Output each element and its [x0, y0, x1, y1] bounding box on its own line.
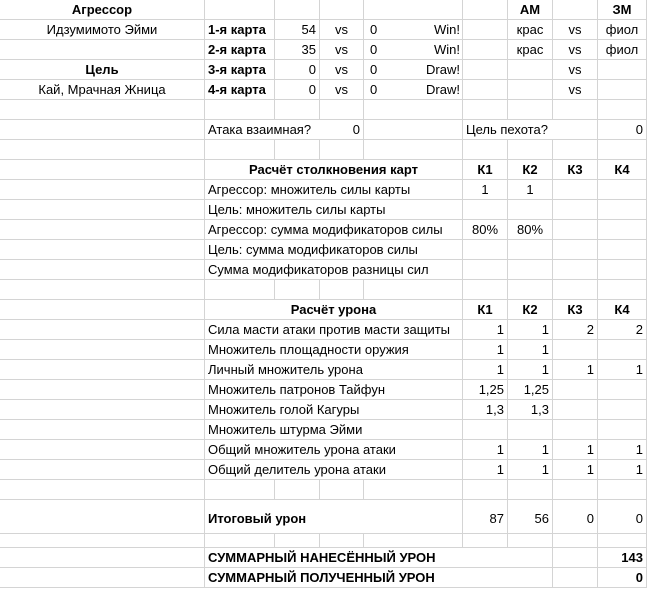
collision-value-cell[interactable] — [553, 180, 598, 200]
cell[interactable] — [0, 140, 205, 160]
map-right-score-cell[interactable]: 0 — [364, 60, 463, 80]
map-vs2-cell[interactable]: vs — [553, 20, 598, 40]
damage-value-cell[interactable]: 2 — [598, 320, 647, 340]
cell[interactable] — [0, 120, 205, 140]
collision-value-cell[interactable]: 80% — [463, 220, 508, 240]
damage-value-cell[interactable]: 1 — [553, 440, 598, 460]
map-left-score-cell[interactable]: 54 — [275, 20, 320, 40]
collision-col-header[interactable]: К2 — [508, 160, 553, 180]
collision-row-label[interactable]: Цель: множитель силы карты — [205, 200, 463, 220]
cell[interactable] — [463, 100, 508, 120]
zm-header-cell[interactable]: ЗМ — [598, 0, 647, 20]
cell[interactable] — [463, 80, 508, 100]
damage-row-label[interactable]: Множитель голой Кагуры — [205, 400, 463, 420]
damage-value-cell[interactable] — [463, 420, 508, 440]
cell[interactable] — [320, 534, 364, 548]
collision-value-cell[interactable]: 1 — [463, 180, 508, 200]
sheet-row — [0, 534, 647, 548]
sheet-row — [0, 60, 647, 80]
damage-col-header[interactable]: К2 — [508, 300, 553, 320]
cell[interactable] — [0, 360, 205, 380]
damage-value-cell[interactable] — [598, 380, 647, 400]
collision-title-cell[interactable]: Расчёт столкновения карт — [205, 160, 463, 180]
cell[interactable] — [463, 480, 508, 500]
cell[interactable] — [463, 140, 508, 160]
cell[interactable] — [205, 0, 275, 20]
damage-row — [0, 360, 647, 380]
damage-value-cell[interactable]: 2 — [553, 320, 598, 340]
cell[interactable] — [0, 480, 205, 500]
sheet-row — [0, 40, 647, 60]
cell[interactable] — [320, 140, 364, 160]
sheet-row — [0, 0, 647, 20]
collision-value-cell[interactable]: 1 — [508, 180, 553, 200]
cell[interactable] — [205, 280, 275, 300]
cell[interactable] — [0, 420, 205, 440]
damage-value-cell[interactable]: 1 — [463, 460, 508, 480]
cell[interactable] — [0, 568, 205, 588]
damage-value-cell[interactable]: 1 — [598, 460, 647, 480]
damage-row — [0, 440, 647, 460]
damage-value-cell[interactable]: 1 — [463, 340, 508, 360]
cell[interactable] — [463, 534, 508, 548]
total-damage-value[interactable]: 87 — [463, 500, 508, 534]
map-am-cell[interactable] — [508, 60, 553, 80]
damage-value-cell[interactable]: 1 — [598, 440, 647, 460]
map-label-cell[interactable]: 3-я карта — [205, 60, 275, 80]
map-vs-cell[interactable]: vs — [320, 40, 364, 60]
cell[interactable] — [0, 40, 205, 60]
damage-value-cell[interactable] — [553, 340, 598, 360]
map-left-score-cell[interactable]: 0 — [275, 80, 320, 100]
cell[interactable] — [553, 120, 598, 140]
mutual-attack-value-cell[interactable]: 0 — [320, 120, 364, 140]
cell[interactable] — [0, 300, 205, 320]
damage-value-cell[interactable]: 1 — [508, 320, 553, 340]
total-damage-label[interactable]: Итоговый урон — [205, 500, 463, 534]
cell[interactable] — [0, 220, 205, 240]
cell[interactable] — [275, 100, 320, 120]
cell[interactable] — [553, 140, 598, 160]
collision-value-cell[interactable]: 80% — [508, 220, 553, 240]
sheet-row — [0, 480, 647, 500]
collision-value-cell[interactable] — [553, 220, 598, 240]
damage-value-cell[interactable]: 1 — [508, 440, 553, 460]
map-right-score-cell[interactable]: 0 — [364, 80, 463, 100]
map-right-score-cell[interactable]: 0 — [364, 20, 463, 40]
cell[interactable] — [598, 480, 647, 500]
cell[interactable] — [364, 534, 463, 548]
damage-value-cell[interactable] — [598, 400, 647, 420]
aggressor-name-cell[interactable]: Идзумимото Эйми — [0, 20, 205, 40]
map-zm-cell[interactable]: фиол — [598, 20, 647, 40]
damage-value-cell[interactable]: 1 — [463, 320, 508, 340]
damage-value-cell[interactable] — [553, 380, 598, 400]
sheet-row — [0, 300, 647, 320]
cell[interactable] — [598, 280, 647, 300]
collision-col-header[interactable]: К1 — [463, 160, 508, 180]
cell[interactable] — [0, 180, 205, 200]
cell[interactable] — [553, 480, 598, 500]
cell[interactable] — [463, 20, 508, 40]
collision-col-header[interactable]: К4 — [598, 160, 647, 180]
damage-row-label[interactable]: Общий делитель урона атаки — [205, 460, 463, 480]
map-zm-cell[interactable]: фиол — [598, 40, 647, 60]
collision-row — [0, 240, 647, 260]
collision-value-cell[interactable] — [598, 260, 647, 280]
damage-row — [0, 340, 647, 360]
damage-row — [0, 320, 647, 340]
map-vs2-cell[interactable]: vs — [553, 80, 598, 100]
map-zm-cell[interactable] — [598, 80, 647, 100]
damage-value-cell[interactable]: 1 — [508, 360, 553, 380]
cell[interactable] — [0, 100, 205, 120]
collision-value-cell[interactable] — [598, 240, 647, 260]
summary-received-row — [0, 568, 647, 588]
collision-row-label[interactable]: Агрессор: множитель силы карты — [205, 180, 463, 200]
damage-row-label[interactable]: Личный множитель урона — [205, 360, 463, 380]
cell[interactable] — [0, 200, 205, 220]
cell[interactable] — [205, 534, 275, 548]
cell[interactable] — [0, 500, 205, 534]
damage-value-cell[interactable]: 1,25 — [463, 380, 508, 400]
total-damage-value[interactable]: 0 — [553, 500, 598, 534]
map-label-cell[interactable]: 4-я карта — [205, 80, 275, 100]
cell[interactable] — [205, 100, 275, 120]
damage-value-cell[interactable] — [598, 340, 647, 360]
damage-title-cell[interactable]: Расчёт урона — [205, 300, 463, 320]
sheet-row — [0, 280, 647, 300]
map-vs2-cell[interactable]: vs — [553, 40, 598, 60]
cell[interactable] — [0, 548, 205, 568]
target-header-cell[interactable]: Цель — [0, 60, 205, 80]
damage-value-cell[interactable]: 1 — [463, 440, 508, 460]
cell[interactable] — [463, 280, 508, 300]
target-name-cell[interactable]: Кай, Мрачная Жница — [0, 80, 205, 100]
summary-dealt-value[interactable]: 143 — [598, 548, 647, 568]
cell[interactable] — [364, 0, 463, 20]
sheet-row — [0, 120, 647, 140]
map-vs-cell[interactable]: vs — [320, 60, 364, 80]
cell[interactable] — [0, 460, 205, 480]
damage-value-cell[interactable]: 1,3 — [508, 400, 553, 420]
cell[interactable] — [0, 534, 205, 548]
cell[interactable] — [508, 280, 553, 300]
map-result-cell[interactable]: Win! — [434, 22, 460, 37]
map-zm-cell[interactable] — [598, 60, 647, 80]
cell[interactable] — [598, 534, 647, 548]
cell[interactable] — [0, 340, 205, 360]
cell[interactable] — [320, 0, 364, 20]
collision-value-cell[interactable] — [508, 260, 553, 280]
collision-value-cell[interactable] — [553, 200, 598, 220]
collision-value-cell[interactable] — [463, 200, 508, 220]
cell[interactable] — [463, 0, 508, 20]
sheet-row — [0, 160, 647, 180]
cell[interactable] — [553, 100, 598, 120]
target-infantry-value-cell[interactable]: 0 — [598, 120, 647, 140]
collision-row — [0, 200, 647, 220]
damage-value-cell[interactable]: 1 — [463, 360, 508, 380]
target-infantry-label-cell[interactable]: Цель пехота? — [463, 120, 553, 140]
cell[interactable] — [275, 534, 320, 548]
damage-value-cell[interactable] — [553, 420, 598, 440]
map-label-cell[interactable]: 2-я карта — [205, 40, 275, 60]
total-damage-value[interactable]: 0 — [598, 500, 647, 534]
damage-value-cell[interactable]: 1,3 — [463, 400, 508, 420]
damage-row-label[interactable]: Множитель патронов Тайфун — [205, 380, 463, 400]
total-damage-value[interactable]: 56 — [508, 500, 553, 534]
damage-row — [0, 460, 647, 480]
collision-value-cell[interactable] — [598, 180, 647, 200]
collision-row — [0, 220, 647, 240]
cell[interactable] — [553, 548, 598, 568]
sheet-row — [0, 140, 647, 160]
cell[interactable] — [0, 400, 205, 420]
collision-value-cell[interactable] — [553, 260, 598, 280]
collision-row-label[interactable]: Сумма модификаторов разницы сил — [205, 260, 463, 280]
cell[interactable] — [463, 60, 508, 80]
cell[interactable] — [205, 480, 275, 500]
collision-value-cell[interactable] — [598, 220, 647, 240]
summary-received-value[interactable]: 0 — [598, 568, 647, 588]
cell[interactable] — [364, 120, 463, 140]
collision-row-label[interactable]: Агрессор: сумма модификаторов силы — [205, 220, 463, 240]
collision-value-cell[interactable] — [598, 200, 647, 220]
damage-value-cell[interactable]: 1 — [553, 460, 598, 480]
summary-received-label[interactable]: СУММАРНЫЙ ПОЛУЧЕННЫЙ УРОН — [205, 568, 553, 588]
collision-value-cell[interactable] — [508, 200, 553, 220]
collision-value-cell[interactable] — [553, 240, 598, 260]
map-left-score-cell[interactable]: 35 — [275, 40, 320, 60]
cell[interactable] — [553, 534, 598, 548]
map-vs2-cell[interactable]: vs — [553, 60, 598, 80]
cell[interactable] — [320, 280, 364, 300]
sheet-row — [0, 80, 647, 100]
collision-value-cell[interactable] — [463, 240, 508, 260]
cell[interactable] — [553, 280, 598, 300]
damage-row — [0, 380, 647, 400]
cell[interactable] — [598, 140, 647, 160]
collision-row — [0, 180, 647, 200]
damage-value-cell[interactable]: 1 — [598, 360, 647, 380]
damage-row-label[interactable]: Сила масти атаки против масти защиты — [205, 320, 463, 340]
map-label-cell[interactable]: 1-я карта — [205, 20, 275, 40]
map-result-cell[interactable]: Win! — [434, 42, 460, 57]
cell[interactable] — [0, 280, 205, 300]
damage-value-cell[interactable]: 1 — [553, 360, 598, 380]
total-damage-row — [0, 500, 647, 534]
cell[interactable] — [0, 380, 205, 400]
aggressor-header-cell[interactable]: Агрессор — [0, 0, 205, 20]
cell[interactable] — [598, 100, 647, 120]
damage-col-header[interactable]: К3 — [553, 300, 598, 320]
collision-value-cell[interactable] — [508, 240, 553, 260]
cell[interactable] — [508, 534, 553, 548]
map-result-cell[interactable]: Draw! — [426, 82, 460, 97]
map-vs-cell[interactable]: vs — [320, 20, 364, 40]
cell[interactable] — [553, 568, 598, 588]
damage-value-cell[interactable] — [598, 420, 647, 440]
collision-col-header[interactable]: К3 — [553, 160, 598, 180]
cell[interactable] — [0, 320, 205, 340]
damage-value-cell[interactable]: 1,25 — [508, 380, 553, 400]
collision-row-label[interactable]: Цель: сумма модификаторов силы — [205, 240, 463, 260]
cell[interactable] — [364, 100, 463, 120]
cell[interactable] — [275, 280, 320, 300]
cell[interactable] — [364, 480, 463, 500]
damage-row-label[interactable]: Множитель площадности оружия — [205, 340, 463, 360]
damage-col-header[interactable]: К1 — [463, 300, 508, 320]
sheet-row — [0, 100, 647, 120]
map-right-score-cell[interactable]: 0 — [364, 40, 463, 60]
damage-col-header[interactable]: К4 — [598, 300, 647, 320]
cell[interactable] — [275, 140, 320, 160]
map-am-cell[interactable]: крас — [508, 40, 553, 60]
cell[interactable] — [508, 140, 553, 160]
map-vs-cell[interactable]: vs — [320, 80, 364, 100]
summary-dealt-row — [0, 548, 647, 568]
map-result-cell[interactable]: Draw! — [426, 62, 460, 77]
cell[interactable] — [553, 0, 598, 20]
cell[interactable] — [0, 260, 205, 280]
cell[interactable] — [0, 160, 205, 180]
sheet-row — [0, 20, 647, 40]
damage-value-cell[interactable] — [553, 400, 598, 420]
map-am-cell[interactable] — [508, 80, 553, 100]
damage-value-cell[interactable]: 1 — [508, 340, 553, 360]
collision-value-cell[interactable] — [463, 260, 508, 280]
damage-value-cell[interactable]: 1 — [508, 460, 553, 480]
cell[interactable] — [275, 0, 320, 20]
map-left-score-cell[interactable]: 0 — [275, 60, 320, 80]
cell[interactable] — [275, 480, 320, 500]
cell[interactable] — [320, 100, 364, 120]
cell[interactable] — [205, 140, 275, 160]
cell[interactable] — [0, 240, 205, 260]
am-header-cell[interactable]: АМ — [508, 0, 553, 20]
cell[interactable] — [364, 140, 463, 160]
cell[interactable] — [508, 100, 553, 120]
cell[interactable] — [320, 480, 364, 500]
map-am-cell[interactable]: крас — [508, 20, 553, 40]
damage-row-label[interactable]: Общий множитель урона атаки — [205, 440, 463, 460]
cell[interactable] — [508, 480, 553, 500]
damage-row — [0, 420, 647, 440]
cell[interactable] — [0, 440, 205, 460]
collision-row — [0, 260, 647, 280]
summary-dealt-label[interactable]: СУММАРНЫЙ НАНЕСЁННЫЙ УРОН — [205, 548, 553, 568]
cell[interactable] — [463, 40, 508, 60]
mutual-attack-label-cell[interactable]: Атака взаимная? — [205, 120, 320, 140]
damage-value-cell[interactable] — [508, 420, 553, 440]
cell[interactable] — [364, 280, 463, 300]
damage-row — [0, 400, 647, 420]
damage-row-label[interactable]: Множитель штурма Эйми — [205, 420, 463, 440]
